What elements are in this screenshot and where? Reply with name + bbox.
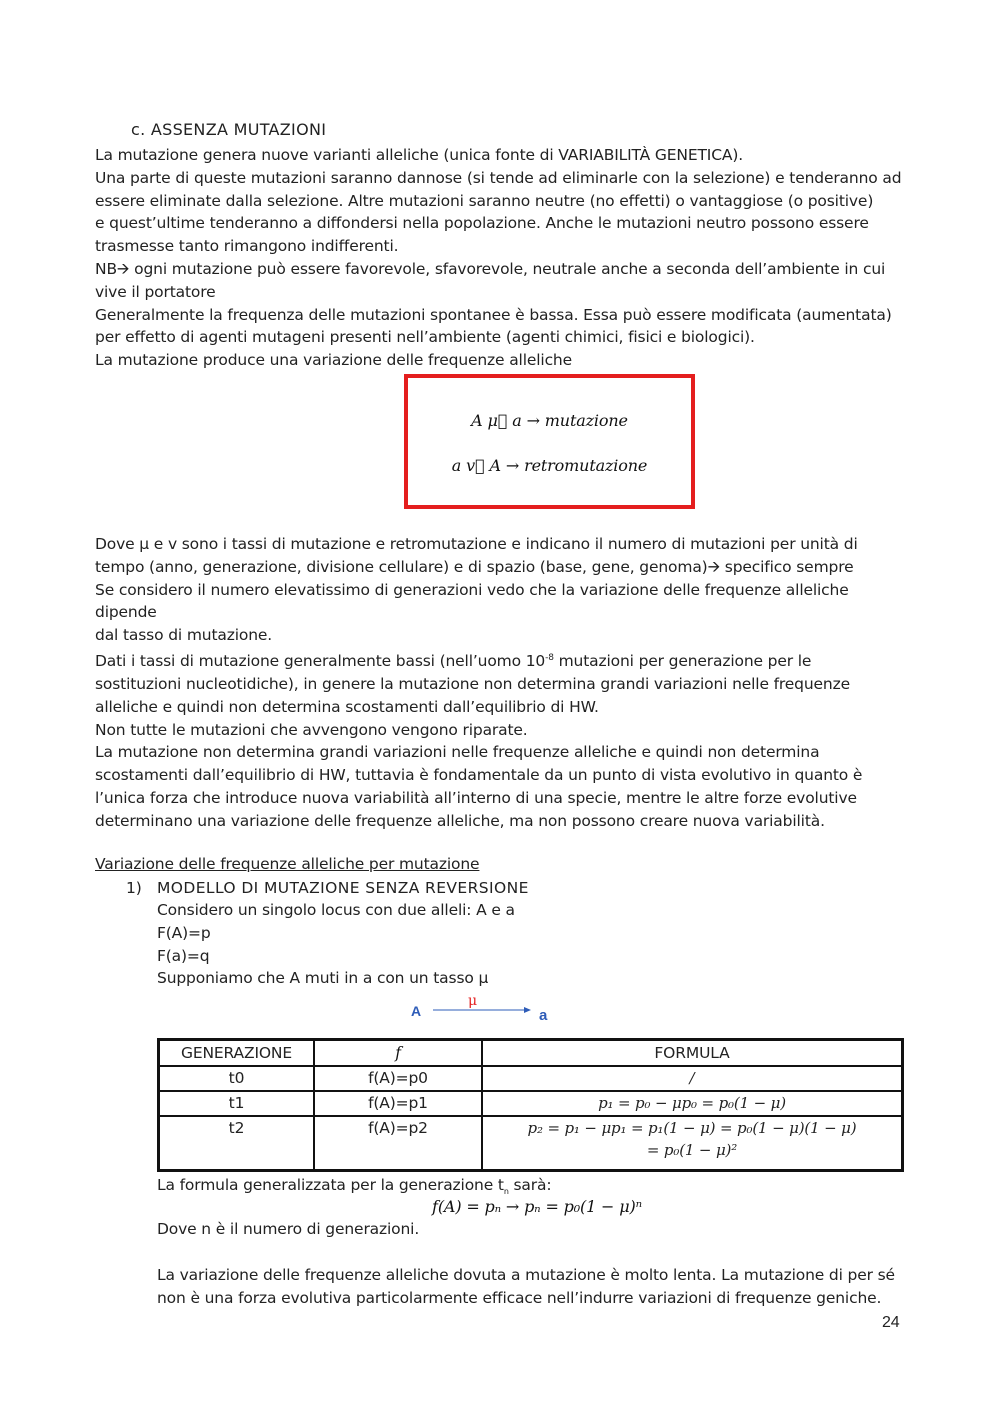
cell-generation: t0 xyxy=(159,1066,315,1091)
header-generation: GENERAZIONE xyxy=(159,1040,315,1067)
text-line: Considero un singolo locus con due alleli: A e a xyxy=(157,901,515,919)
table-row xyxy=(159,1091,903,1116)
generalized-formula: f(A) = pₙ → pₙ = p₀(1 − μ)ⁿ xyxy=(432,1197,642,1216)
header-frequency: f xyxy=(314,1040,482,1067)
text-line: non è una forza evolutiva particolarmente efficace nell’indurre variazioni di frequenze geniche. xyxy=(157,1288,882,1307)
rates-paragraph xyxy=(95,533,910,647)
subsection-title: Variazione delle frequenze alleliche per mutazione xyxy=(95,855,480,873)
text-line: determinano una variazione delle frequenze alleliche, ma non possono creare nuova variabilità. xyxy=(95,811,825,830)
page-number: 24 xyxy=(882,1314,900,1331)
text-line: Dove μ e v sono i tassi di mutazione e retromutazione e indicano il numero di mutazioni per unità di xyxy=(95,535,858,553)
intro-paragraph xyxy=(95,144,910,372)
text-line: tempo (anno, generazione, divisione cellulare) e di spazio (base, gene, genoma)🡪 specifico sempre xyxy=(95,557,854,576)
arrow-head-icon xyxy=(524,1007,531,1013)
text-line: La mutazione produce una variazione delle frequenze alleliche xyxy=(95,351,572,370)
model-title: MODELLO DI MUTAZIONE SENZA REVERSIONE xyxy=(157,879,529,897)
text-line: scostamenti dall’equilibrio di HW, tuttavia è fondamentale da un punto di vista evolutivo in quanto è xyxy=(95,766,863,785)
text-line: F(A)=p xyxy=(157,923,211,942)
text-line: Dove n è il numero di generazioni. xyxy=(157,1220,420,1238)
text-line: l’unica forza che introduce nuova variabilità all’interno di una specie, mentre le altre forze evolutive xyxy=(95,788,857,807)
allele-a-label: a xyxy=(539,1007,548,1024)
cell-formula: p₁ = p₀ − μp₀ = p₀(1 − μ) xyxy=(482,1091,903,1116)
cell-frequency: f(A)=p0 xyxy=(314,1066,482,1091)
text-fragment: La formula generalizzata per la generazione t xyxy=(157,1176,504,1194)
formula-line: p₂ = p₁ − μp₁ = p₁(1 − μ) = p₀(1 − μ)(1 − μ) xyxy=(527,1118,857,1137)
text-fragment: sarà: xyxy=(508,1176,552,1194)
text-fragment: Dati i tassi di mutazione generalmente bassi (nell’uomo 10 xyxy=(95,652,546,671)
text-line: La mutazione non determina grandi variazioni nelle frequenze alleliche e quindi non determina xyxy=(95,743,820,762)
retromutation-formula: a v⃗ A → retromutazione xyxy=(451,456,648,475)
list-marker: 1) xyxy=(126,879,142,897)
low-rates-paragraph xyxy=(95,647,910,833)
text-line: Generalmente la frequenza delle mutazioni spontanee è bassa. Essa può essere modificata (aumentata) xyxy=(95,305,892,324)
formula-line: = p₀(1 − μ)² xyxy=(646,1141,738,1160)
exponent: -8 xyxy=(545,653,554,663)
text-line: Supponiamo che A muti in a con un tasso μ xyxy=(157,969,489,988)
generalized-after xyxy=(157,1218,917,1241)
text-line: alleliche e quindi non determina scostamenti dall’equilibrio di HW. xyxy=(95,697,599,716)
section-heading: c. ASSENZA MUTAZIONI xyxy=(131,120,327,139)
text-line: essere eliminate dalla selezione. Altre mutazioni saranno neutre (no effetti) o vantaggiose (o positive) xyxy=(95,191,874,210)
text-line: Una parte di queste mutazioni saranno dannose (si tende ad eliminarle con la selezione) e tenderanno ad xyxy=(95,168,902,187)
text-line: sostituzioni nucleotidiche), in genere la mutazione non determina grandi variazioni nelle frequenze xyxy=(95,674,850,693)
text-line xyxy=(95,647,910,673)
model-description xyxy=(157,899,917,990)
allele-A-label: A xyxy=(411,1003,421,1019)
text-fragment: mutazioni per generazione per le xyxy=(553,652,812,671)
text-line: trasmesse tanto rimangono indifferenti. xyxy=(95,237,399,256)
text-line: vive il portatore xyxy=(95,282,216,301)
text-line: NB🡪 ogni mutazione può essere favorevole, sfavorevole, neutrale anche a seconda dell’ambiente in cui xyxy=(95,259,886,278)
text-line: F(a)=q xyxy=(157,946,210,965)
mutation-formula: A μ⃗ a → mutazione xyxy=(471,411,628,430)
cell-formula xyxy=(482,1116,903,1171)
table-row xyxy=(159,1066,903,1091)
text-line: Se considero il numero elevatissimo di generazioni vedo che la variazione delle frequenze alleliche dipende xyxy=(95,580,849,622)
cell-frequency: f(A)=p2 xyxy=(314,1116,482,1171)
mutation-formula-box xyxy=(404,374,695,509)
text-line: Non tutte le mutazioni che avvengono vengono riparate. xyxy=(95,720,528,739)
cell-frequency: f(A)=p1 xyxy=(314,1091,482,1116)
mutation-arrow-diagram xyxy=(400,990,570,1030)
text-line: per effetto di agenti mutageni presenti nell’ambiente (agenti chimici, fisici e biologici). xyxy=(95,328,755,347)
text-line: dal tasso di mutazione. xyxy=(95,626,273,645)
table-row xyxy=(159,1116,903,1171)
cell-generation: t2 xyxy=(159,1116,315,1171)
text-line: La mutazione genera nuove varianti alleliche (unica fonte di VARIABILITÀ GENETICA). xyxy=(95,146,743,164)
cell-formula: / xyxy=(482,1066,903,1091)
text-line: La variazione delle frequenze alleliche dovuta a mutazione è molto lenta. La mutazione di per sé xyxy=(157,1266,895,1284)
mutation-rate-label: μ xyxy=(468,993,477,1009)
cell-generation: t1 xyxy=(159,1091,315,1116)
text-line: e quest’ultime tenderanno a diffondersi nella popolazione. Anche le mutazioni neutro possono essere xyxy=(95,214,869,233)
conclusion-paragraph xyxy=(157,1264,917,1310)
header-formula: FORMULA xyxy=(482,1040,903,1067)
generation-table xyxy=(157,1038,904,1172)
subscript: n xyxy=(503,1187,509,1197)
table-header-row xyxy=(159,1040,903,1067)
